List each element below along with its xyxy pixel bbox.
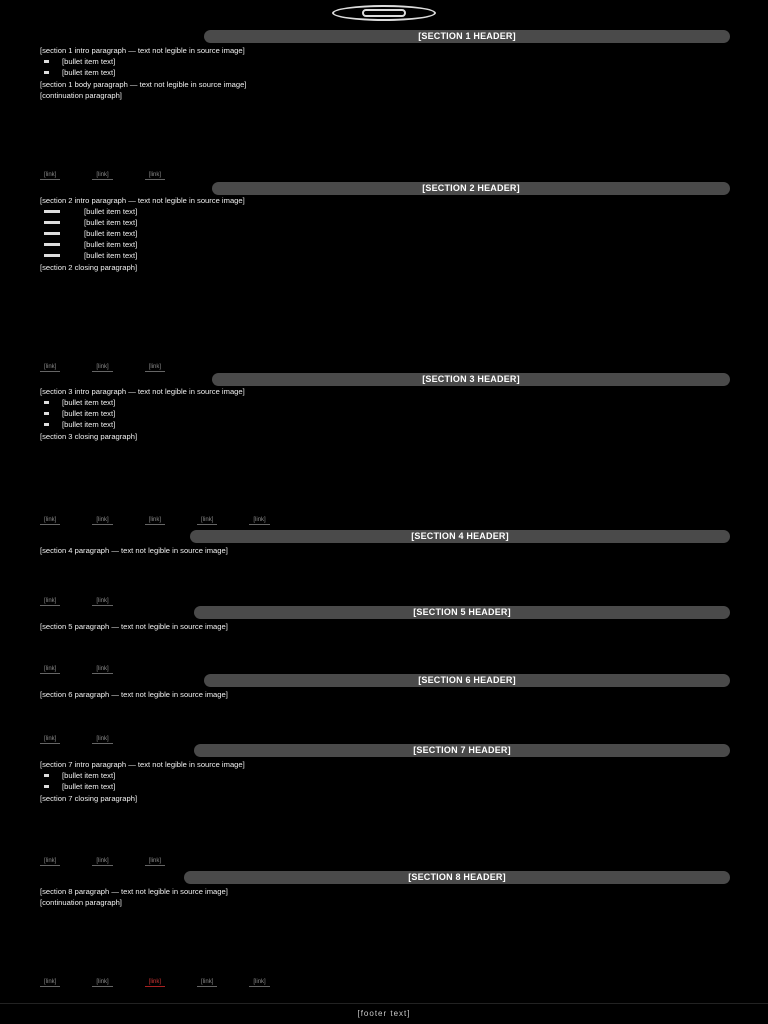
site-logo[interactable] <box>332 5 436 21</box>
section-link[interactable]: [link] <box>92 364 112 372</box>
section-link-active[interactable]: [link] <box>145 979 165 987</box>
paragraph: [section 8 paragraph — text not legible in source image] <box>40 887 228 896</box>
section-header: [SECTION 4 HEADER] <box>190 530 730 543</box>
bullet-list <box>40 207 700 260</box>
section-link[interactable]: [link] <box>40 979 60 987</box>
section-body <box>40 196 700 274</box>
paragraph: [section 3 closing paragraph] <box>40 432 138 441</box>
section-links <box>40 858 165 866</box>
paragraph: [continuation paragraph] <box>40 91 122 100</box>
list-item: [bullet item text] <box>40 771 700 780</box>
list-item: [bullet item text] <box>40 207 700 216</box>
section-body <box>40 46 700 102</box>
section-link[interactable]: [link] <box>40 598 60 606</box>
section-links <box>40 364 165 372</box>
footer-text: [footer text] <box>357 1009 411 1018</box>
bullet-list <box>40 771 700 791</box>
list-item: [bullet item text] <box>40 240 700 249</box>
section-link[interactable]: [link] <box>145 172 165 180</box>
section-header: [SECTION 3 HEADER] <box>212 373 730 386</box>
paragraph: [continuation paragraph] <box>40 898 122 907</box>
section-link[interactable]: [link] <box>40 517 60 525</box>
section-body <box>40 387 700 443</box>
section-links <box>40 979 270 987</box>
section-link[interactable]: [link] <box>145 517 165 525</box>
paragraph: [section 1 intro paragraph — text not legible in source image] <box>40 46 245 55</box>
logo-mark-icon <box>362 9 406 17</box>
section-link[interactable]: [link] <box>92 666 112 674</box>
section-link[interactable]: [link] <box>145 364 165 372</box>
section-header: [SECTION 1 HEADER] <box>204 30 730 43</box>
paragraph: [section 7 closing paragraph] <box>40 794 138 803</box>
section-link[interactable]: [link] <box>40 666 60 674</box>
list-item: [bullet item text] <box>40 218 700 227</box>
section-link[interactable]: [link] <box>92 517 112 525</box>
paragraph: [section 3 intro paragraph — text not legible in source image] <box>40 387 245 396</box>
section-links <box>40 517 270 525</box>
paragraph: [section 2 intro paragraph — text not legible in source image] <box>40 196 245 205</box>
list-item: [bullet item text] <box>40 420 700 429</box>
section-body <box>40 622 700 633</box>
section-link[interactable]: [link] <box>40 736 60 744</box>
section-body <box>40 760 700 805</box>
bullet-list <box>40 57 700 77</box>
list-item: [bullet item text] <box>40 57 700 66</box>
paragraph: [section 6 paragraph — text not legible in source image] <box>40 690 228 699</box>
section-link[interactable]: [link] <box>40 364 60 372</box>
section-links <box>40 736 113 744</box>
paragraph: [section 4 paragraph — text not legible in source image] <box>40 546 228 555</box>
section-link[interactable]: [link] <box>92 172 112 180</box>
list-item: [bullet item text] <box>40 398 700 407</box>
section-link[interactable]: [link] <box>92 979 112 987</box>
section-header: [SECTION 5 HEADER] <box>194 606 730 619</box>
section-links <box>40 598 113 606</box>
section-body <box>40 887 700 909</box>
section-link[interactable]: [link] <box>249 979 269 987</box>
section-link[interactable]: [link] <box>40 172 60 180</box>
paragraph: [section 5 paragraph — text not legible in source image] <box>40 622 228 631</box>
bullet-list <box>40 398 700 429</box>
list-item: [bullet item text] <box>40 782 700 791</box>
section-header: [SECTION 7 HEADER] <box>194 744 730 757</box>
section-header: [SECTION 2 HEADER] <box>212 182 730 195</box>
paragraph: [section 2 closing paragraph] <box>40 263 138 272</box>
section-header: [SECTION 8 HEADER] <box>184 871 730 884</box>
paragraph: [section 1 body paragraph — text not legible in source image] <box>40 80 247 89</box>
list-item: [bullet item text] <box>40 251 700 260</box>
section-link[interactable]: [link] <box>92 736 112 744</box>
section-link[interactable]: [link] <box>92 598 112 606</box>
list-item: [bullet item text] <box>40 229 700 238</box>
footer-divider <box>0 1003 768 1004</box>
section-link[interactable]: [link] <box>40 858 60 866</box>
section-links <box>40 172 165 180</box>
section-body <box>40 546 700 557</box>
list-item: [bullet item text] <box>40 68 700 77</box>
paragraph: [section 7 intro paragraph — text not legible in source image] <box>40 760 245 769</box>
section-link[interactable]: [link] <box>197 979 217 987</box>
section-links <box>40 666 113 674</box>
section-link[interactable]: [link] <box>197 517 217 525</box>
section-body <box>40 690 700 701</box>
section-header: [SECTION 6 HEADER] <box>204 674 730 687</box>
section-link[interactable]: [link] <box>145 858 165 866</box>
section-link[interactable]: [link] <box>92 858 112 866</box>
list-item: [bullet item text] <box>40 409 700 418</box>
section-link[interactable]: [link] <box>249 517 269 525</box>
